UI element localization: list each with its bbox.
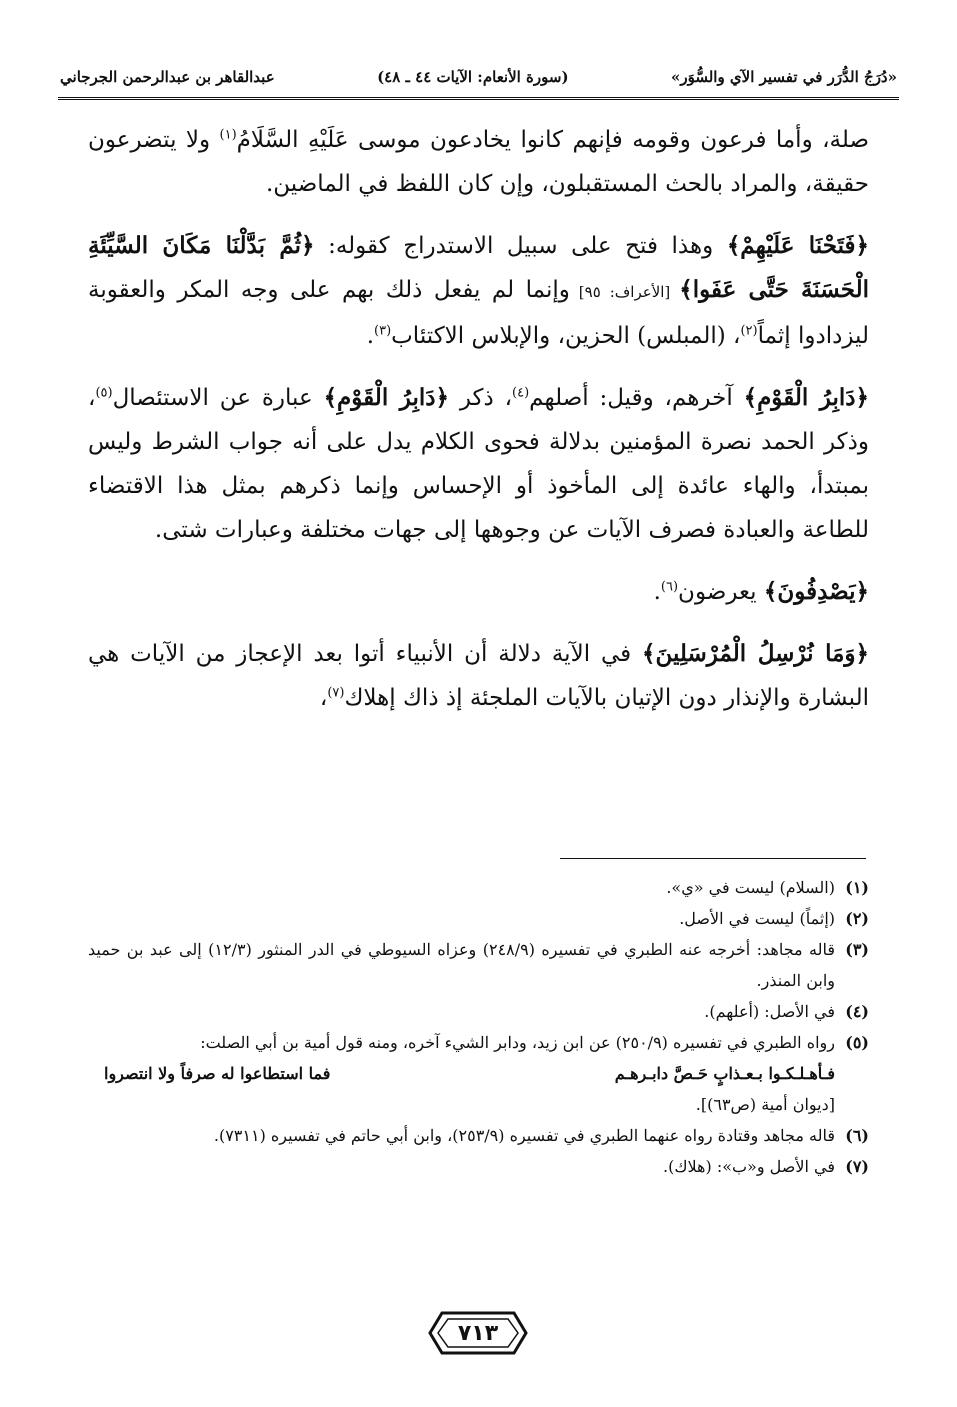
page-number: ٧١٣	[457, 1320, 499, 1346]
surah-info: (سورة الأنعام: الآيات ٤٤ ـ ٤٨)	[377, 68, 569, 86]
footnote-text: قاله مجاهد وقتادة رواه عنهما الطبري في تفسيره (٢٥٣/٩)، وابن أبي حاتم في تفسيره (٧٣١١).	[213, 1126, 835, 1145]
text-run: ولا يتضرعون حقيقة، والمراد بالحث المستقبلون، وإن كان اللفظ في الماضين.	[88, 127, 869, 197]
header-divider	[58, 97, 899, 100]
poem-hemistich: فما استطاعوا له صرفاً ولا انتصروا	[104, 1064, 331, 1083]
quran-quote: ﴿دَابِرُ الْقَوْمِ﴾	[743, 384, 869, 411]
footnote-3	[88, 934, 869, 996]
quran-quote: ﴿فَتَحْنَا عَلَيْهِمْ﴾	[726, 232, 869, 259]
text-run: .	[653, 579, 661, 605]
paragraph-1	[88, 118, 869, 206]
paragraph-3	[88, 376, 869, 552]
footnote-number: (٦)	[845, 1126, 869, 1145]
footnote-text: في الأصل و«ب»: (هلاك).	[662, 1157, 835, 1176]
footnote-ref: (٦)	[660, 579, 679, 595]
verse-reference: [الأعراف: ٩٥]	[569, 283, 680, 301]
author-name: عبدالقاهر بن عبدالرحمن الجرجاني	[60, 68, 275, 86]
paragraph-2	[88, 224, 869, 358]
poem-source: [ديوان أمية (ص٦٣)].	[695, 1095, 835, 1114]
footnote-number: (١)	[845, 878, 869, 897]
footnote-number: (٧)	[845, 1157, 869, 1176]
footnote-number: (٥)	[845, 1033, 869, 1052]
running-header	[60, 62, 897, 92]
text-run: آخرهم، وقيل: أصلهم	[529, 385, 744, 411]
main-text	[88, 118, 869, 738]
footnote-4	[88, 996, 869, 1027]
poem-verse	[88, 1058, 869, 1089]
quran-quote: ﴿ثُمَّ بَدَّلْنَا مَكَانَ السَّيِّئَةِ الْحَسَنَةَ حَتَّى عَفَوا﴾	[88, 232, 870, 303]
text-run: عبارة عن الاستئصال	[112, 385, 324, 411]
quran-quote: ﴿دَابِرُ الْقَوْمِ﴾	[323, 384, 449, 411]
footnote-6	[88, 1120, 869, 1151]
footnote-1	[88, 872, 869, 903]
footnote-number: (٣)	[845, 940, 869, 959]
footnote-7	[88, 1151, 869, 1182]
poem-hemistich: فـأهـلـكـوا بـعـذابٍ حَـصَّ دابـرهـم	[614, 1064, 835, 1083]
footnote-ref: (٧)	[327, 685, 345, 701]
footnote-2	[88, 903, 869, 934]
text-run: ، (المبلس) الحزين، والإبلاس الاكتئاب	[391, 323, 741, 349]
text-run: ، وذكر الحمد نصرة المؤمنين بدلالة فحوى الكلام يدل على أنه جواب الشرط وليس بمبتدأ، والهاء عائدة إلى المأخوذ أو الإحساس وإنما ذكرهم بمثل هذا الاقتضاء للطاعة والعبادة فصرف الآيات عن وجوهها إلى جهات مختلفة وعبارات شتى.	[88, 385, 869, 543]
footnote-ref: (٣)	[374, 323, 392, 339]
paragraph-5	[88, 632, 869, 720]
footnote-number: (٤)	[845, 1002, 869, 1021]
page-number-ornament	[428, 1310, 528, 1356]
text-run: وإنما لم يفعل ذلك بهم على وجه المكر والعقوبة ليزدادوا إثماً	[88, 277, 869, 349]
footnote-5	[88, 1027, 869, 1058]
quran-quote: ﴿وَمَا نُرْسِلُ الْمُرْسَلِينَ﴾	[641, 640, 869, 667]
footnote-divider	[560, 858, 866, 859]
text-run: وهذا فتح على سبيل الاستدراج كقوله:	[314, 233, 727, 259]
footnote-text: رواه الطبري في تفسيره (٢٥٠/٩) عن ابن زيد، ودابر الشيء آخره، ومنه قول أمية بن أبي الصلت:	[200, 1033, 835, 1052]
text-run: صلة، وأما فرعون وقومه فإنهم كانوا يخادعون موسى عَلَيْهِ السَّلَامُ	[236, 127, 869, 153]
footnote-ref: (٥)	[95, 385, 113, 401]
footnote-ref: (٤)	[512, 385, 530, 401]
quran-quote: ﴿يَصْدِفُونَ﴾	[763, 578, 869, 605]
footnote-text: (إثماً) ليست في الأصل.	[679, 909, 835, 928]
paragraph-4	[88, 570, 869, 614]
footnote-text: قاله مجاهد: أخرجه عنه الطبري في تفسيره (٢٤٨/٩) وعزاه السيوطي في الدر المنثور (١٢/٣) إلى عبد بن حميد وابن المنذر.	[88, 940, 836, 990]
footnote-ref: (١)	[219, 127, 237, 143]
footnote-text: في الأصل: (أعلهم).	[704, 1002, 835, 1021]
footnote-number: (٢)	[845, 909, 869, 928]
text-run: ، ذكر	[448, 385, 513, 411]
book-title: «دُرَجُ الدُّرَر في تفسير الآي والسُّوَر»	[670, 68, 897, 86]
footnote-text: (السلام) ليست في «ي».	[666, 878, 835, 897]
text-run: ،	[319, 685, 328, 711]
footnote-ref: (٢)	[740, 323, 758, 339]
text-run: .	[366, 323, 375, 349]
text-run: في الآية دلالة أن الأنبياء أتوا بعد الإعجاز من الآيات هي البشارة والإنذار دون الإتيان بالآيات الملجئة إذ ذاك إهلاك	[88, 641, 869, 711]
footnotes	[88, 872, 869, 1182]
text-run: يعرضون	[678, 579, 764, 605]
